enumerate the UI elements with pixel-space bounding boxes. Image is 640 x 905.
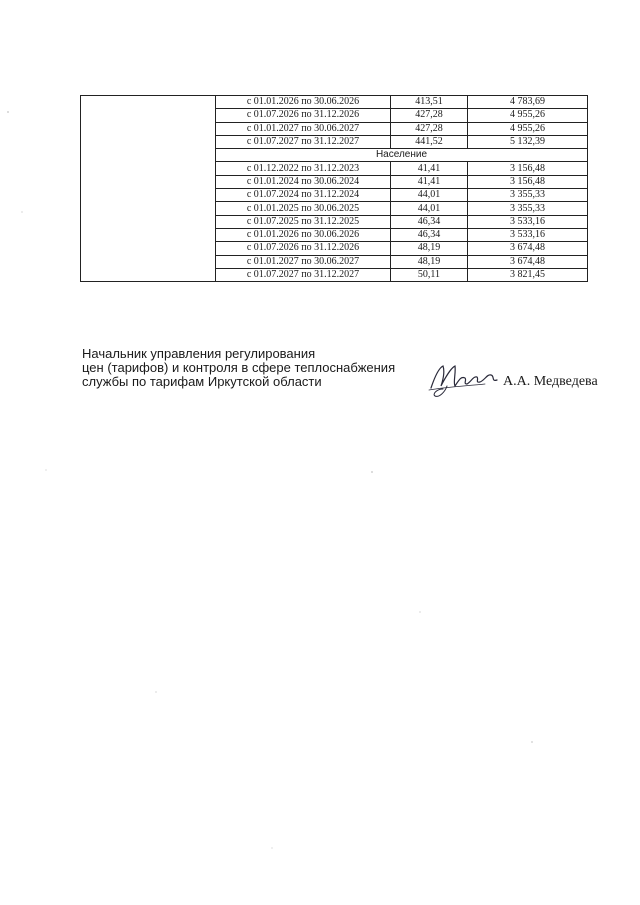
tariff-table bbox=[80, 95, 588, 282]
position-line-3: службы по тарифам Иркутской области bbox=[82, 374, 322, 389]
period-cell: с 01.07.2024 по 31.12.2024 bbox=[216, 189, 391, 202]
handwritten-signature bbox=[425, 356, 505, 402]
value-cell-1: 50,11 bbox=[391, 268, 468, 281]
value-cell-1: 427,28 bbox=[391, 122, 468, 135]
period-cell: с 01.01.2024 по 30.06.2024 bbox=[216, 175, 391, 188]
value-cell-1: 48,19 bbox=[391, 242, 468, 255]
section-label: Население bbox=[216, 149, 588, 162]
value-cell-2: 3 355,33 bbox=[468, 202, 588, 215]
value-cell-2: 3 533,16 bbox=[468, 228, 588, 241]
period-cell: с 01.01.2027 по 30.06.2027 bbox=[216, 122, 391, 135]
value-cell-2: 3 674,48 bbox=[468, 242, 588, 255]
value-cell-2: 3 821,45 bbox=[468, 268, 588, 281]
period-cell: с 01.07.2026 по 31.12.2026 bbox=[216, 109, 391, 122]
period-cell: с 01.07.2026 по 31.12.2026 bbox=[216, 242, 391, 255]
period-cell: с 01.12.2022 по 31.12.2023 bbox=[216, 162, 391, 175]
value-cell-2: 4 955,26 bbox=[468, 122, 588, 135]
value-cell-1: 44,01 bbox=[391, 202, 468, 215]
period-cell: с 01.01.2027 по 30.06.2027 bbox=[216, 255, 391, 268]
position-line-2: цен (тарифов) и контроля в сфере теплоснабжения bbox=[82, 360, 396, 375]
value-cell-1: 46,34 bbox=[391, 228, 468, 241]
merged-left-cell bbox=[81, 96, 216, 282]
value-cell-2: 5 132,39 bbox=[468, 135, 588, 148]
value-cell-2: 3 156,48 bbox=[468, 175, 588, 188]
position-line-1: Начальник управления регулирования bbox=[82, 346, 316, 361]
tariff-table-body bbox=[81, 96, 588, 282]
value-cell-1: 48,19 bbox=[391, 255, 468, 268]
value-cell-1: 41,41 bbox=[391, 175, 468, 188]
period-cell: с 01.07.2027 по 31.12.2027 bbox=[216, 268, 391, 281]
value-cell-2: 4 955,26 bbox=[468, 109, 588, 122]
value-cell-1: 413,51 bbox=[391, 96, 468, 109]
value-cell-1: 427,28 bbox=[391, 109, 468, 122]
value-cell-2: 3 533,16 bbox=[468, 215, 588, 228]
period-cell: с 01.01.2026 по 30.06.2026 bbox=[216, 228, 391, 241]
period-cell: с 01.01.2025 по 30.06.2025 bbox=[216, 202, 391, 215]
signatory-position bbox=[82, 347, 395, 389]
value-cell-1: 41,41 bbox=[391, 162, 468, 175]
value-cell-2: 3 355,33 bbox=[468, 189, 588, 202]
value-cell-1: 46,34 bbox=[391, 215, 468, 228]
value-cell-2: 3 674,48 bbox=[468, 255, 588, 268]
value-cell-2: 3 156,48 bbox=[468, 162, 588, 175]
value-cell-2: 4 783,69 bbox=[468, 96, 588, 109]
table-row bbox=[81, 96, 588, 109]
period-cell: с 01.07.2027 по 31.12.2027 bbox=[216, 135, 391, 148]
signatory-name: А.А. Медведева bbox=[503, 374, 598, 389]
period-cell: с 01.07.2025 по 31.12.2025 bbox=[216, 215, 391, 228]
period-cell: с 01.01.2026 по 30.06.2026 bbox=[216, 96, 391, 109]
value-cell-1: 44,01 bbox=[391, 189, 468, 202]
value-cell-1: 441,52 bbox=[391, 135, 468, 148]
